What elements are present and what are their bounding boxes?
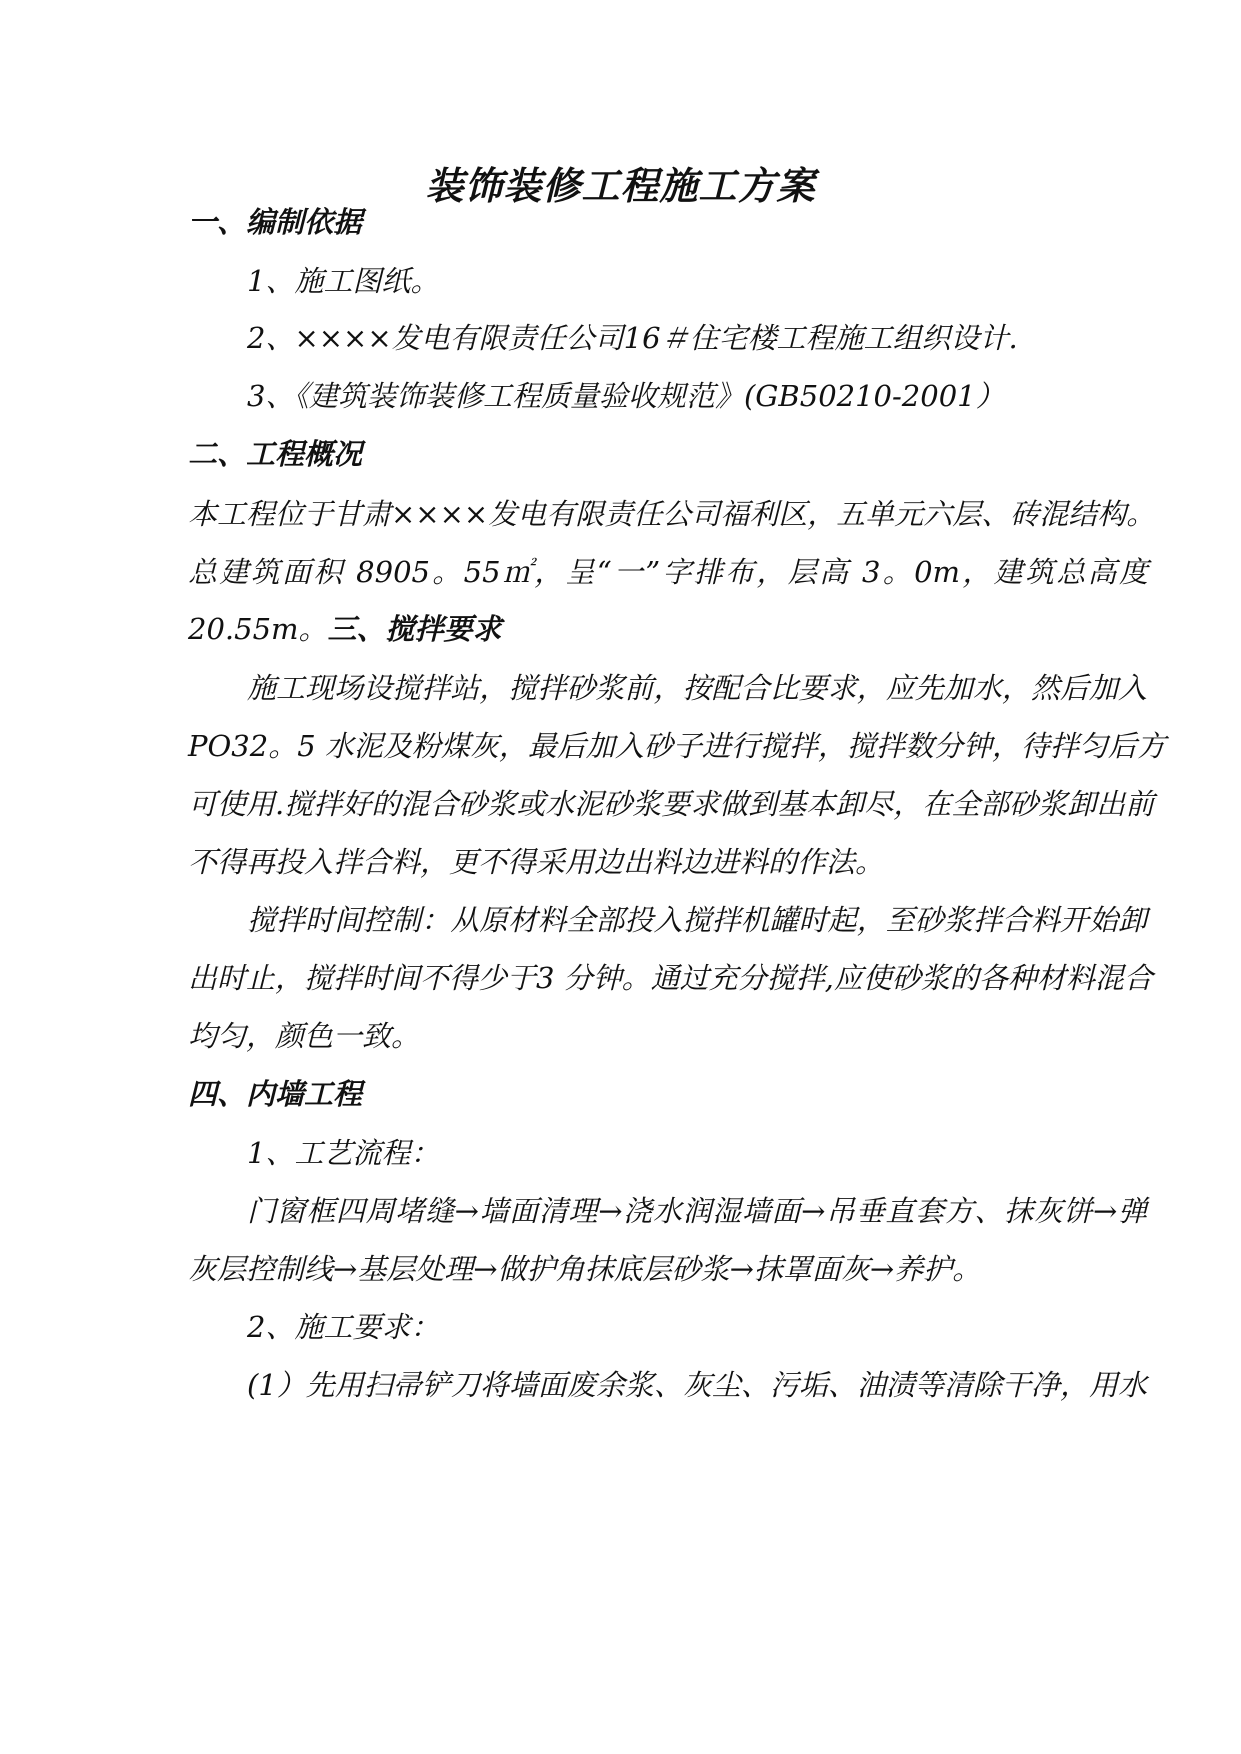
mixing-para1-line-4: 不得再投入拌合料，更不得采用边出料边进料的作法。 <box>188 845 885 879</box>
section-heading-interior-wall: 四、内墙工程 <box>188 1077 363 1111</box>
overview-line-2: 总建筑面积 8905。55㎡，呈“一”字排布，层高 3。0m，建筑总高度 <box>188 555 1148 589</box>
mixing-para1-line-1: 施工现场设搅拌站，搅拌砂浆前，按配合比要求，应先加水，然后加入 <box>247 671 1147 705</box>
mixing-para1-line-3: 可使用.搅拌好的混合砂浆或水泥砂浆要求做到基本卸尽，在全部砂浆卸出前 <box>188 787 1155 821</box>
document-title: 装饰装修工程施工方案 <box>425 163 816 208</box>
flow-line-2: 灰层控制线→基层处理→做护角抹底层砂浆→抹罩面灰→养护。 <box>188 1252 982 1286</box>
interior-sub-2: 2、施工要求： <box>247 1310 440 1344</box>
basis-item-2: 2、××××发电有限责任公司16＃住宅楼工程施工组织设计. <box>247 321 1018 355</box>
section-heading-basis: 一、编制依据 <box>188 205 363 239</box>
interior-sub-1: 1、工艺流程： <box>247 1136 440 1170</box>
basis-item-1: 1、施工图纸。 <box>247 264 440 298</box>
mixing-para2-line-1: 搅拌时间控制：从原材料全部投入搅拌机罐时起，至砂浆拌合料开始卸 <box>247 903 1147 937</box>
overview-line-3-text: 20.55m。 <box>188 612 328 646</box>
flow-line-1: 门窗框四周堵缝→墙面清理→浇水润湿墙面→吊垂直套方、抹灰饼→弹 <box>247 1194 1147 1228</box>
mixing-para2-line-3: 均匀，颜色一致。 <box>188 1019 421 1053</box>
basis-item-3: 3、《建筑装饰装修工程质量验收规范》(GB50210-2001） <box>247 379 1005 413</box>
section-heading-mixing: 三、搅拌要求 <box>327 612 502 646</box>
overview-line-3 <box>188 609 1148 649</box>
section-heading-overview: 二、工程概况 <box>188 437 363 471</box>
mixing-para1-line-2: PO32。5 水泥及粉煤灰，最后加入砂子进行搅拌，搅拌数分钟，待拌匀后方 <box>188 729 1166 763</box>
requirement-line-1: (1）先用扫帚铲刀将墙面废余浆、灰尘、污垢、油渍等清除干净，用水 <box>247 1368 1147 1402</box>
mixing-para2-line-2: 出时止，搅拌时间不得少于3 分钟。通过充分搅拌,应使砂浆的各种材料混合 <box>188 961 1153 995</box>
overview-line-1: 本工程位于甘肃××××发电有限责任公司福利区，五单元六层、砖混结构。 <box>188 497 1156 531</box>
